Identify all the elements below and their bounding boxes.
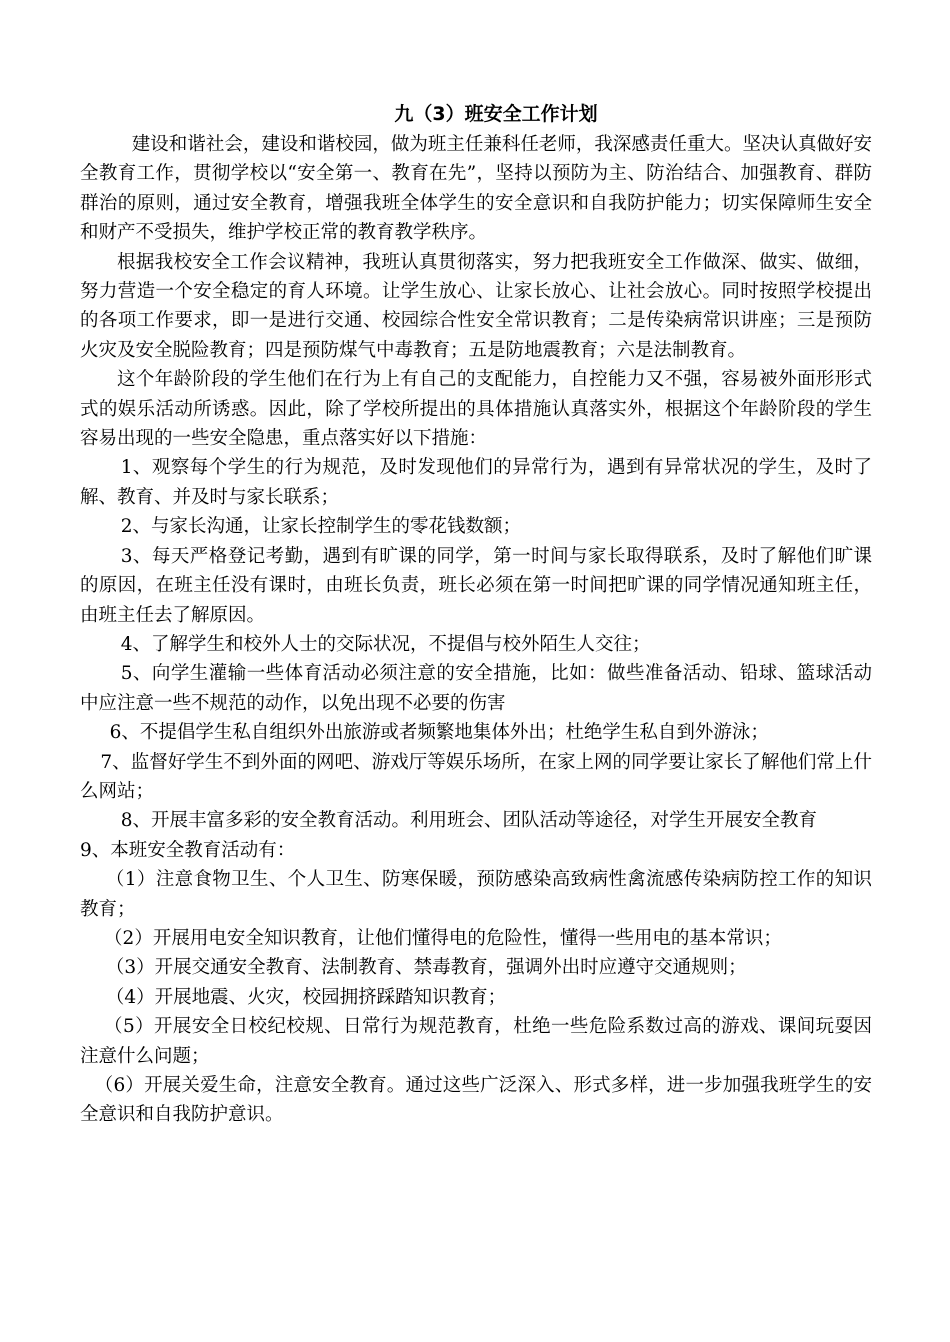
intro-paragraph: 建设和谐社会，建设和谐校园，做为班主任兼科任老师，我深感责任重大。坚决认真做好安全教育工作，贯彻学校以“安全第一、教育在先”，坚持以预防为主、防治结合、加强教育、群防群治的原则，通过安全教育，增强我班全体学生的安全意识和自我防护能力；切实保障师生安全和财产不受损失，维护学校正常的教育教学秩序。 (80, 134, 872, 244)
measure-item-2: 2、与家长沟通，让家长控制学生的零花钱数额； (120, 516, 521, 538)
measure-item-9: 9、本班安全教育活动有： (80, 839, 296, 861)
activity-item-6: （6）开展关爱生命，注意安全教育。通过这些广泛深入、形式多样，进一步加强我班学生的安全意识和自我防护意识。 (80, 1075, 872, 1126)
activity-item-1: （1）注意食物卫生、个人卫生、防寒保暖，预防感染高致病性禽流感传染病防控工作的知识教育； (80, 869, 872, 920)
measure-item-6: 6、不提倡学生私自组织外出旅游或者频繁地集体外出；杜绝学生私自到外游泳； (109, 722, 769, 744)
measure-item-8: 8、开展丰富多彩的安全教育活动。利用班会、团队活动等途径，对学生开展安全教育 (120, 810, 817, 832)
document-page (80, 100, 872, 1130)
measure-item-3: 3、每天严格登记考勤，遇到有旷课的同学，第一时间与家长取得联系，及时了解他们旷课的原因，在班主任没有课时，由班长负责，班长必须在第一时间把旷课的同学情况通知班主任，由班主任去了解原因。 (80, 545, 872, 626)
document-title: 九（3）班安全工作计划 (394, 103, 598, 125)
measure-item-7: 7、监督好学生不到外面的网吧、游戏厅等娱乐场所，在家上网的同学要让家长了解他们常上什么网站； (80, 751, 872, 802)
activity-item-5: （5）开展安全日校纪校规、日常行为规范教育，杜绝一些危险系数过高的游戏、课间玩耍因注意什么问题； (80, 1016, 872, 1067)
meeting-spirit-paragraph: 根据我校安全工作会议精神，我班认真贯彻落实，努力把我班安全工作做深、做实、做细，努力营造一个安全稳定的育人环境。让学生放心、让家长放心、让社会放心。同时按照学校提出的各项工作要求，即一是进行交通、校园综合性安全常识教育；二是传染病常识讲座；三是预防火灾及安全脱险教育；四是预防煤气中毒教育；五是防地震教育；六是法制教育。 (80, 251, 872, 361)
measure-item-5: 5、向学生灌输一些体育活动必须注意的安全措施，比如：做些准备活动、铅球、篮球活动中应注意一些不规范的动作，以免出现不必要的伤害 (80, 663, 872, 714)
measure-item-1: 1、观察每个学生的行为规范，及时发现他们的异常行为，遇到有异常状况的学生，及时了解、教育、并及时与家长联系； (80, 457, 872, 508)
age-stage-paragraph: 这个年龄阶段的学生他们在行为上有自己的支配能力，自控能力又不强，容易被外面形形式式的娱乐活动所诱惑。因此，除了学校所提出的具体措施认真落实外，根据这个年龄阶段的学生容易出现的一些安全隐患，重点落实好以下措施： (80, 369, 872, 450)
measure-item-4: 4、了解学生和校外人士的交际状况，不提倡与校外陌生人交往； (120, 633, 651, 655)
activity-item-3: （3）开展交通安全教育、法制教育、禁毒教育，强调外出时应遵守交通规则； (105, 957, 747, 979)
activity-item-4: （4）开展地震、火灾，校园拥挤踩踏知识教育； (105, 986, 507, 1008)
activity-item-2: （2）开展用电安全知识教育，让他们懂得电的危险性，懂得一些用电的基本常识； (104, 927, 782, 949)
